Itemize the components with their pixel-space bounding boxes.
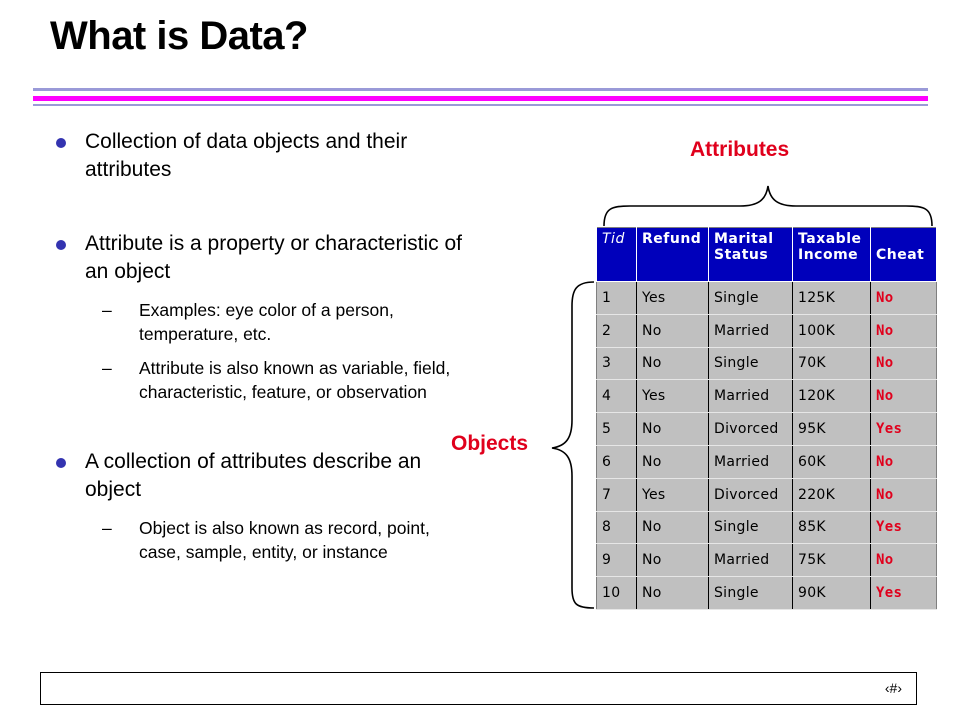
cell-cheat: No (871, 347, 937, 380)
cell-marital-status: Single (709, 347, 793, 380)
bullet-text: Attribute is a property or characteristic of an object (85, 232, 462, 283)
cell-tid: 6 (597, 445, 637, 478)
cell-tid: 4 (597, 380, 637, 413)
cell-cheat: No (871, 282, 937, 315)
cell-refund: No (637, 445, 709, 478)
cell-refund: No (637, 413, 709, 446)
cell-taxable-income: 70K (793, 347, 871, 380)
table-row (597, 511, 937, 544)
cell-marital-status: Married (709, 314, 793, 347)
cell-taxable-income: 95K (793, 413, 871, 446)
cell-taxable-income: 100K (793, 314, 871, 347)
table-row (597, 314, 937, 347)
cell-marital-status: Single (709, 282, 793, 315)
cell-refund: Yes (637, 478, 709, 511)
cell-taxable-income: 125K (793, 282, 871, 315)
cell-tid: 9 (597, 544, 637, 577)
cell-taxable-income: 85K (793, 511, 871, 544)
cell-marital-status: Single (709, 511, 793, 544)
sub-bullet-dash: – (102, 300, 112, 320)
table-body (597, 282, 937, 610)
cell-marital-status: Single (709, 577, 793, 610)
cell-tid: 1 (597, 282, 637, 315)
sub-bullet-text: Attribute is also known as variable, field, characteristic, feature, or observation (139, 358, 451, 402)
cell-tid: 3 (597, 347, 637, 380)
objects-label: Objects (451, 432, 529, 455)
objects-brace-icon (552, 282, 594, 608)
table-row (597, 282, 937, 315)
cell-refund: No (637, 544, 709, 577)
cell-cheat: No (871, 445, 937, 478)
column-header-marital-status: Marital Status (709, 228, 793, 282)
cell-marital-status: Married (709, 445, 793, 478)
cell-taxable-income: 75K (793, 544, 871, 577)
cell-tid: 8 (597, 511, 637, 544)
attributes-brace-icon (604, 186, 932, 226)
cell-refund: No (637, 347, 709, 380)
cell-refund: No (637, 577, 709, 610)
sub-bullet-text: Examples: eye color of a person, temperature, etc. (139, 300, 394, 344)
cell-tid: 10 (597, 577, 637, 610)
column-header-tid: Tid (597, 228, 637, 282)
cell-cheat: No (871, 380, 937, 413)
page-number: ‹#› (884, 680, 902, 696)
column-header-refund: Refund (637, 228, 709, 282)
slide-title: What is Data? (50, 14, 308, 58)
cell-refund: No (637, 314, 709, 347)
table-row (597, 544, 937, 577)
cell-taxable-income: 120K (793, 380, 871, 413)
cell-marital-status: Married (709, 380, 793, 413)
bullet-text: A collection of attributes describe an object (85, 450, 422, 501)
cell-tid: 5 (597, 413, 637, 446)
sub-bullet-dash: – (102, 518, 112, 538)
cell-refund: Yes (637, 380, 709, 413)
column-header-taxable-income: Taxable Income (793, 228, 871, 282)
cell-marital-status: Married (709, 544, 793, 577)
cell-tid: 2 (597, 314, 637, 347)
sub-bullet-dash: – (102, 358, 112, 378)
cell-cheat: Yes (871, 511, 937, 544)
cell-marital-status: Divorced (709, 478, 793, 511)
sub-bullet-text: Object is also known as record, point, case, sample, entity, or instance (139, 518, 430, 562)
data-table-container (596, 227, 937, 610)
table-row (597, 445, 937, 478)
table-row (597, 577, 937, 610)
cell-taxable-income: 90K (793, 577, 871, 610)
table-header-row (597, 228, 937, 282)
cell-cheat: No (871, 478, 937, 511)
table-row (597, 413, 937, 446)
attributes-label: Attributes (690, 138, 790, 161)
data-table (596, 227, 937, 610)
cell-taxable-income: 60K (793, 445, 871, 478)
column-header-cheat: Cheat (871, 228, 937, 282)
cell-taxable-income: 220K (793, 478, 871, 511)
cell-refund: No (637, 511, 709, 544)
cell-cheat: Yes (871, 577, 937, 610)
bullet-text: Collection of data objects and their attributes (85, 130, 408, 181)
cell-cheat: No (871, 544, 937, 577)
table-row (597, 478, 937, 511)
footer-box (40, 672, 917, 705)
cell-tid: 7 (597, 478, 637, 511)
cell-marital-status: Divorced (709, 413, 793, 446)
table-row (597, 347, 937, 380)
cell-cheat: Yes (871, 413, 937, 446)
table-row (597, 380, 937, 413)
cell-refund: Yes (637, 282, 709, 315)
cell-cheat: No (871, 314, 937, 347)
